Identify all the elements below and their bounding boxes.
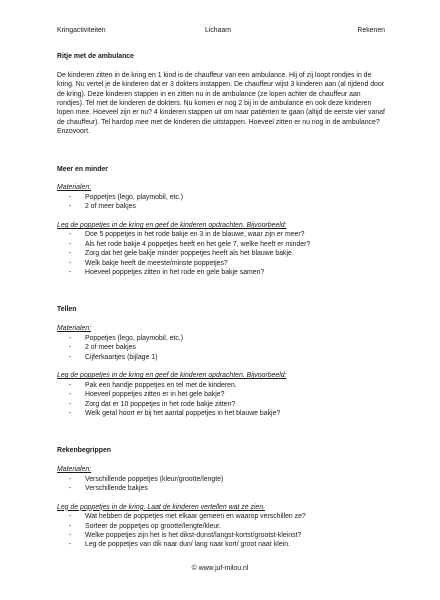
instructions-label: Leg de poppetjes in de kring. Laat de kinderen vertellen wat ze zien.: [57, 503, 266, 511]
header-center: Lichaam: [205, 27, 232, 34]
section-title: Ritje met de ambulance: [57, 53, 134, 60]
list-item: - Poppetjes (lego, playmobil, etc.): [57, 334, 387, 343]
document-body: [57, 52, 387, 550]
list-item: - Als het rode bakje 4 poppetjes heeft en het gele 7, welke heeft er minder?: [57, 240, 387, 249]
section-tellen: [57, 305, 387, 418]
instructions-label: Leg de poppetjes in de kring en geef de kinderen opdrachten. Bijvoorbeeld:: [57, 372, 287, 380]
list-item: - 2 of meer bakjes: [57, 202, 387, 211]
list-item: - Wat hebben de poppetjes met elkaar gemeen en waarop verschillen ze?: [57, 512, 387, 521]
list-item: - Hoeveel poppetjes zitten in het rode en gele bakje samen?: [57, 268, 387, 277]
materials-label: Materialen:: [57, 325, 92, 333]
list-item: - Doe 5 poppetjes in het rode bakje en 3 in de blauwe, waar zijn er meer?: [57, 230, 387, 239]
section-title: Rekenbegrippen: [57, 447, 111, 455]
instructions-list: [57, 381, 387, 419]
list-item: - Welk getal hoort er bij het aantal poppetjes in het blauwe bakje?: [57, 409, 387, 418]
materials-list: [57, 475, 387, 494]
header-left: Kringactiviteiten: [57, 27, 106, 34]
instructions-list: [57, 512, 387, 550]
section-meer-en-minder: [57, 165, 387, 278]
list-item: - Verschillende bakjes: [57, 484, 387, 493]
footer-copyright: © www.juf-milou.nl: [191, 565, 249, 572]
materials-label: Materialen:: [57, 466, 92, 474]
materials-list: [57, 334, 387, 362]
list-item: - Pak een handje poppetjes en tel met de kinderen.: [57, 381, 387, 390]
section-rekenbegrippen: [57, 446, 387, 549]
list-item: - 2 of meer bakjes: [57, 343, 387, 352]
list-item: - Poppetjes (lego, playmobil, etc.): [57, 193, 387, 202]
list-item: - Sorteer de poppetjes op grootte/lengte/kleur.: [57, 522, 387, 531]
list-item: - Leg de poppetjes van dik naar dun/ lang naar kort/ groot naar klein.: [57, 540, 387, 549]
section-paragraph: De kinderen zitten in de kring en 1 kind is de chauffeur van een ambulance. Hij of zij loopt rondjes in de kring. Nu vertel je de kinderen dat er 3 dokters instappen. De chauffeur wijst 3 kinderen aan (al rijdend door de kring). Deze kinderen stappen in en zitten nu in de ambulance (ze lopen achter de chauffeur aan rondjes). Tel met de kinderen de dokters. Nu komen er nog 2 bij in de ambulance en ook deze kinderen lopen mee. Hoeveel zijn er nu? 4 kinderen stappen uit om naar patiënten te gaan (altijd de eerste vier vanaf de chauffeur). Tel hardop mee met de kinderen die uitstappen. Hoeveel zitten er nu nog in de ambulance? Enzovoort.: [57, 71, 385, 136]
list-item: - Zorg dat er 10 poppetjes in het rode bakje zitten?: [57, 400, 387, 409]
instructions-list: [57, 230, 387, 277]
instructions-label: Leg de poppetjes in de kring en geef de kinderen opdrachten. Bijvoorbeeld:: [57, 222, 287, 230]
list-item: - Zorg dat het gele bakje minder poppetjes heeft als het blauwe bakje.: [57, 249, 387, 258]
list-item: - Cijferkaartjes (bijlage 1): [57, 353, 387, 362]
list-item: - Verschillende poppetjes (kleur/grootte/lengte): [57, 475, 387, 484]
list-item: - Hoeveel poppetjes zitten er in het gele bakje?: [57, 390, 387, 399]
section-ritje-ambulance: [57, 52, 387, 137]
section-title: Meer en minder: [57, 165, 108, 173]
list-item: - Welk bakje heeft de meeste/minste poppetjes?: [57, 259, 387, 268]
header-right: Rekenen: [357, 27, 385, 34]
materials-label: Materialen:: [57, 184, 92, 192]
list-item: - Welke poppetjes zijn het is het dikst-dunst/langst-kortst/grootst-kleinst?: [57, 531, 387, 540]
section-title: Tellen: [57, 306, 77, 314]
materials-list: [57, 193, 387, 212]
